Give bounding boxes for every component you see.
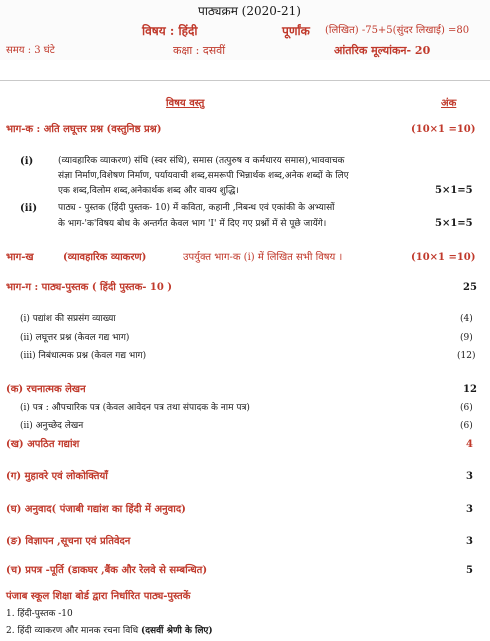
divider	[0, 80, 490, 81]
form-filling-marks: 5	[466, 565, 473, 576]
class-label: कक्षा : दसवीं	[173, 44, 226, 57]
item-ka-2-line1: पाठ्य - पुस्तक (हिंदी पुस्तक- 10) में कविता, कहानी ,निबन्ध एवं एकांकी के अभ्यासों	[58, 203, 335, 213]
item-ka-1-line1: (व्यावहारिक व्याकरण) संधि (स्वर संधि), समास (तत्पुरुष व कर्मधारय समास),भाववाचक	[58, 156, 345, 166]
unseen-passage-marks: 4	[466, 439, 473, 450]
book-item-2-text: 2. हिंदी व्याकरण और मानक रचना विधि	[6, 626, 139, 636]
paragraph-writing-marks: (6)	[460, 421, 473, 431]
section-kha-marks: (10×1 =10)	[411, 252, 476, 263]
item-ka-2-marks: 5×1=5	[435, 218, 473, 229]
internal-assessment-label: आंतरिक मूल्यांकन- 20	[334, 44, 431, 57]
item-ga-3-label: (iii) निबंधात्मक प्रश्न (केवल गद्य भाग)	[20, 351, 147, 361]
item-ga-1-label: (i) पद्यांश की सप्रसंग व्याख्या	[20, 314, 116, 324]
book-item-1: 1. हिंदी-पुस्तक -10	[6, 609, 73, 619]
translation-marks: 3	[466, 504, 473, 515]
item-ka-2-num: (ii)	[20, 203, 38, 214]
full-marks-label: पूर्णांक	[282, 24, 310, 38]
advertisement-marks: 3	[466, 536, 473, 547]
content-column-header: विषय वस्तु	[166, 98, 205, 109]
item-ga-1-marks: (4)	[460, 314, 473, 324]
item-ka-1-line3: एक शब्द,विलोम शब्द,अनेकार्थक शब्द और वाक्य शुद्धि।	[58, 186, 239, 196]
item-ga-2-label: (ii) लघूत्तर प्रश्न (केवल गद्य भाग)	[20, 333, 130, 343]
idioms-marks: 3	[466, 471, 473, 482]
time-label: समय : 3 घंटे	[6, 45, 55, 56]
item-ka-1-num: (i)	[20, 156, 34, 167]
section-kha-description: उपर्युक्त भाग-क (i) में लिखित सभी विषय ।	[183, 252, 343, 263]
subject-label: विषय : हिंदी	[142, 24, 198, 38]
item-ka-1-marks: 5×1=5	[435, 185, 473, 196]
section-ga-title: भाग-ग : पाठ्य-पुस्तक ( हिंदी पुस्तक- 10 )	[6, 282, 173, 293]
creative-writing-title: (क) रचनात्मक लेखन	[6, 384, 86, 395]
idioms-title: (ग) मुहावरे एवं लोकोक्तियाँ	[6, 471, 108, 482]
form-filling-title: (च) प्रपत्र -पूर्ति (डाकघर ,बैंक और रेलवे से सम्बन्धित)	[6, 565, 208, 576]
item-ka-1-line2: संज्ञा निर्माण,विशेषण निर्माण, पर्यायवाची शब्द,समरूपी भिन्नार्थक शब्द,अनेक शब्दों के लिए	[58, 171, 349, 181]
full-marks-detail: (लिखित) -75+5(सुंदर लिखाई) =80	[325, 25, 470, 36]
book-item-2	[6, 627, 213, 636]
letter-writing-label: (i) पत्र : औपचारिक पत्र (केवल आवेदन पत्र तथा संपादक के नाम पत्र)	[20, 403, 250, 413]
syllabus-title: पाठ्यक्रम (2020-21)	[198, 4, 301, 18]
unseen-passage-title: (ख) अपठित गद्यांश	[6, 439, 80, 450]
translation-title: (घ) अनुवाद( पंजाबी गद्यांश का हिंदी में अनुवाद)	[6, 504, 186, 515]
section-ga-marks: 25	[463, 282, 477, 293]
advertisement-title: (ङ) विज्ञापन ,सूचना एवं प्रतिवेदन	[6, 536, 131, 547]
creative-writing-marks: 12	[463, 384, 477, 395]
section-ka-title: भाग-क : अति लघूत्तर प्रश्न (वस्तुनिष्ठ प्रश्न)	[6, 124, 162, 135]
book-item-2-class: (दसवीं श्रेणी के लिए)	[141, 626, 213, 636]
item-ka-2-line2: के भाग-'क'विषय बोध के अन्तर्गत केवल भाग 'I' में दिए गए प्रश्नों में से पूछे जायेंगे।	[58, 219, 327, 229]
section-ka-marks: (10×1 =10)	[411, 124, 476, 135]
letter-writing-marks: (6)	[460, 403, 473, 413]
item-ga-2-marks: (9)	[460, 333, 473, 343]
marks-column-header: अंक	[441, 98, 457, 109]
section-kha-title: (व्यावहारिक व्याकरण)	[63, 252, 147, 263]
item-ga-3-marks: (12)	[457, 351, 476, 361]
section-kha-label: भाग-ख	[6, 252, 34, 263]
paragraph-writing-label: (ii) अनुच्छेद लेखन	[20, 421, 84, 431]
prescribed-books-title: पंजाब स्कूल शिक्षा बोर्ड द्वारा निर्धारित पाठ्य-पुस्तकें	[6, 591, 191, 602]
